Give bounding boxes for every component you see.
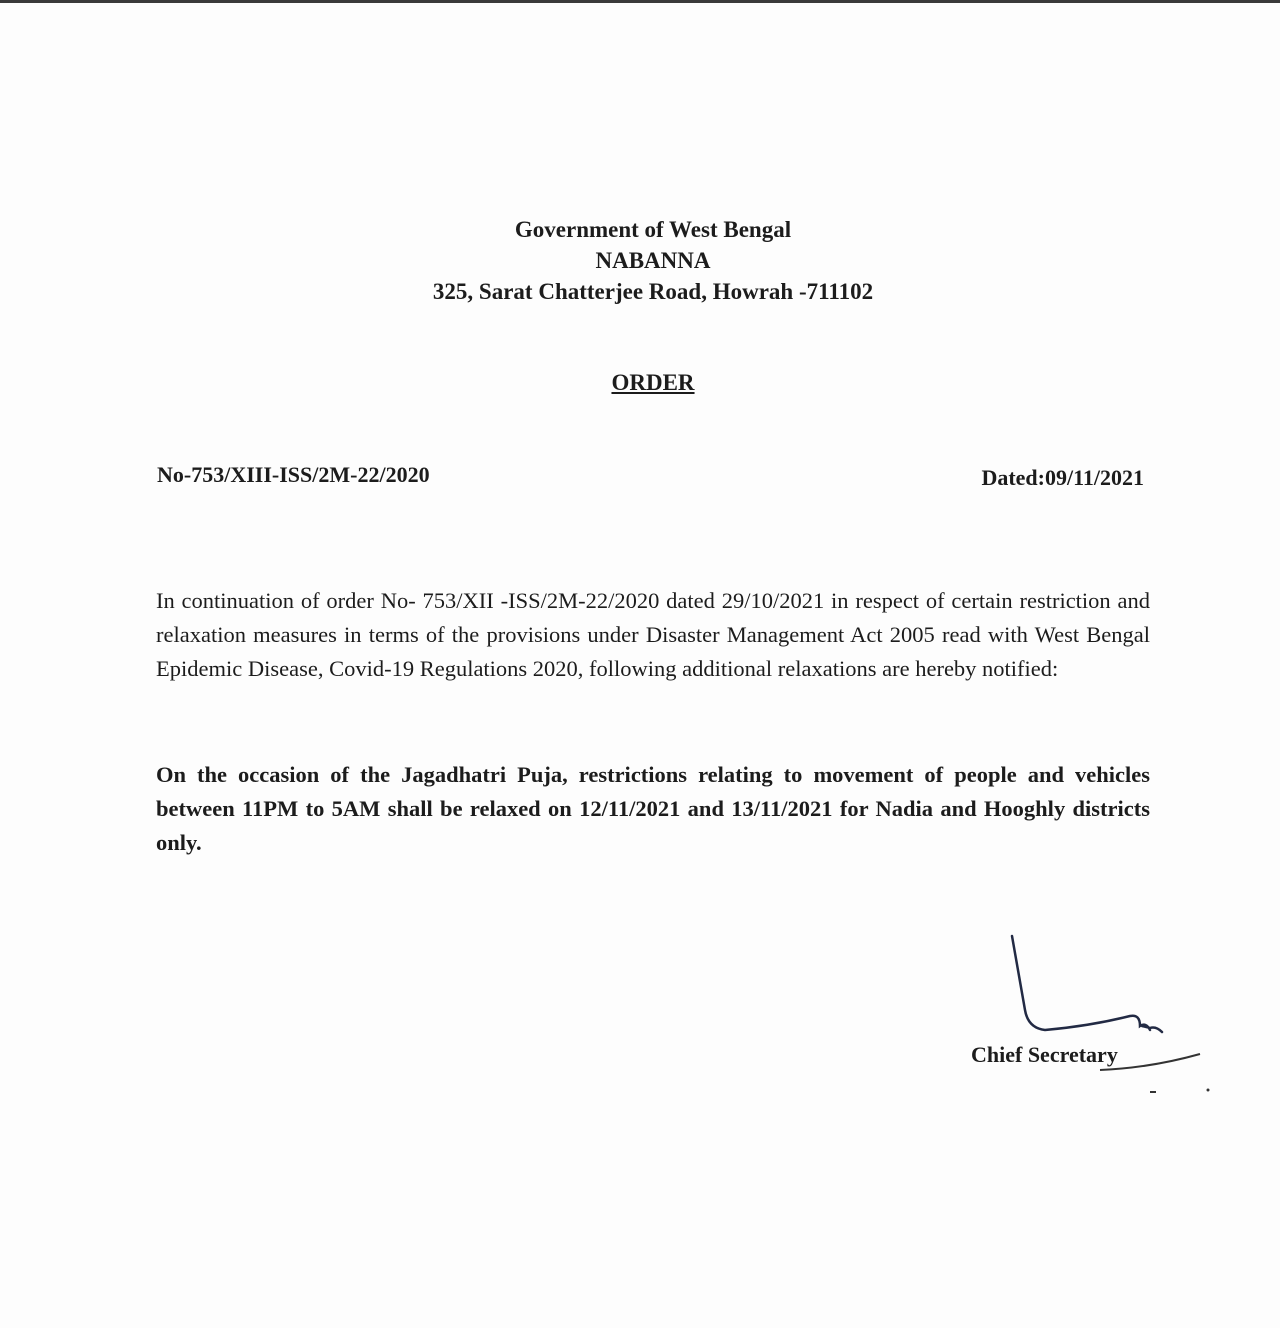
- signature-icon: [990, 930, 1210, 1100]
- body-paragraph-intro: In continuation of order No- 753/XII -ISS/2M-22/2020 dated 29/10/2021 in respect of certain restriction and relaxation measures in terms of the provisions under Disaster Management Act 2005 read with West Bengal Epidemic Disease, Covid-19 Regulations 2020, following additional relaxations are hereby notified:: [156, 588, 1150, 681]
- order-date: Dated:09/11/2021: [981, 465, 1144, 490]
- letterhead-office: NABANNA: [595, 248, 711, 273]
- letterhead-government: Government of West Bengal: [514, 217, 792, 242]
- document-title: ORDER: [611, 370, 695, 395]
- signatory-title: Chief Secretary: [971, 1042, 1118, 1067]
- top-border: [0, 0, 1280, 3]
- body-paragraph-relaxation: On the occasion of the Jagadhatri Puja, restrictions relating to movement of people and vehicles between 11PM to 5AM shall be relaxed on 12/11/2021 and 13/11/2021 for Nadia and Hooghly districts only.: [156, 762, 1150, 855]
- order-number: No-753/XIII-ISS/2M-22/2020: [157, 462, 430, 487]
- letterhead: [0, 214, 1280, 307]
- letterhead-address: 325, Sarat Chatterjee Road, Howrah -711102: [432, 279, 874, 304]
